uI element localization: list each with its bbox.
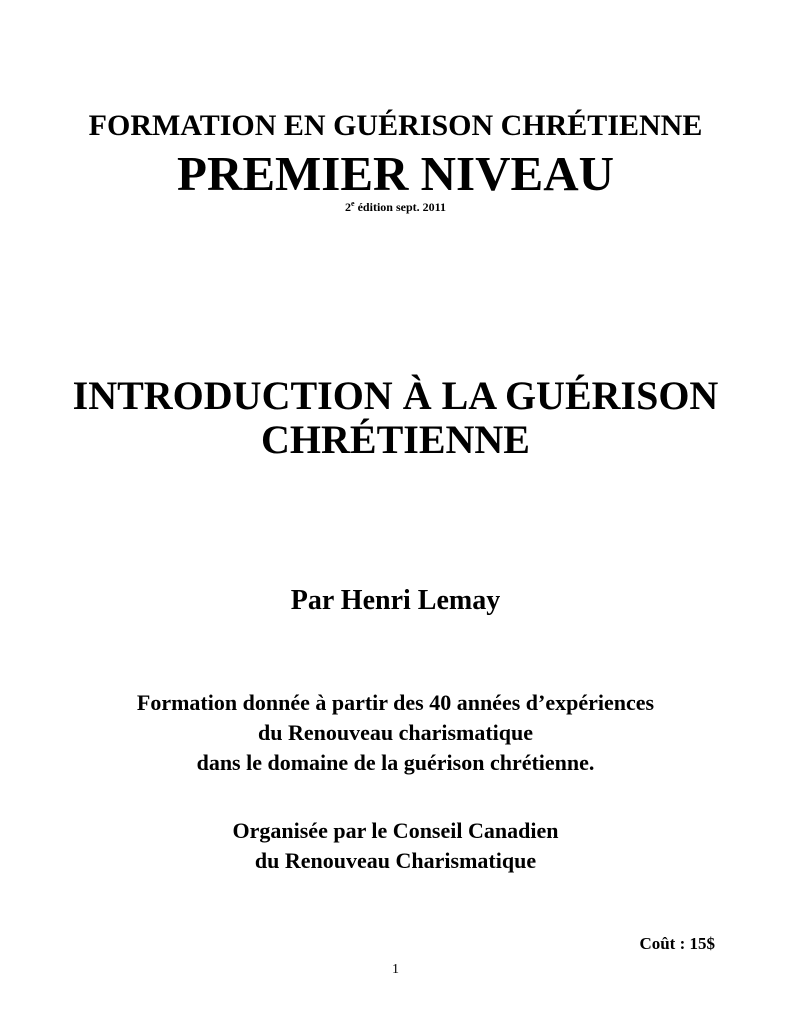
edition-superscript: e bbox=[351, 199, 355, 208]
edition-text: édition sept. 2011 bbox=[354, 200, 446, 214]
series-title: FORMATION EN GUÉRISON CHRÉTIENNE bbox=[88, 109, 703, 142]
description-line-2: du Renouveau charismatique bbox=[257, 720, 534, 745]
level-title: PREMIER NIVEAU bbox=[177, 146, 614, 201]
cost-label: Coût : 15$ bbox=[639, 934, 715, 953]
organizer-line-2: du Renouveau Charismatique bbox=[254, 848, 537, 873]
edition-line bbox=[0, 199, 791, 215]
description-line-1: Formation donnée à partir des 40 années d’expériences bbox=[136, 690, 655, 715]
main-title-line-1: INTRODUCTION À LA GUÉRISON bbox=[72, 373, 719, 418]
author: Par Henri Lemay bbox=[290, 585, 501, 616]
edition-number: 2 bbox=[345, 200, 352, 214]
organizer bbox=[0, 816, 791, 876]
organizer-line-1: Organisée par le Conseil Canadien bbox=[232, 818, 559, 843]
page-number: 1 bbox=[392, 962, 399, 977]
description bbox=[0, 688, 791, 778]
description-line-3: dans le domaine de la guérison chrétienne. bbox=[196, 750, 595, 775]
main-title bbox=[0, 374, 791, 462]
main-title-line-2: CHRÉTIENNE bbox=[261, 417, 530, 462]
